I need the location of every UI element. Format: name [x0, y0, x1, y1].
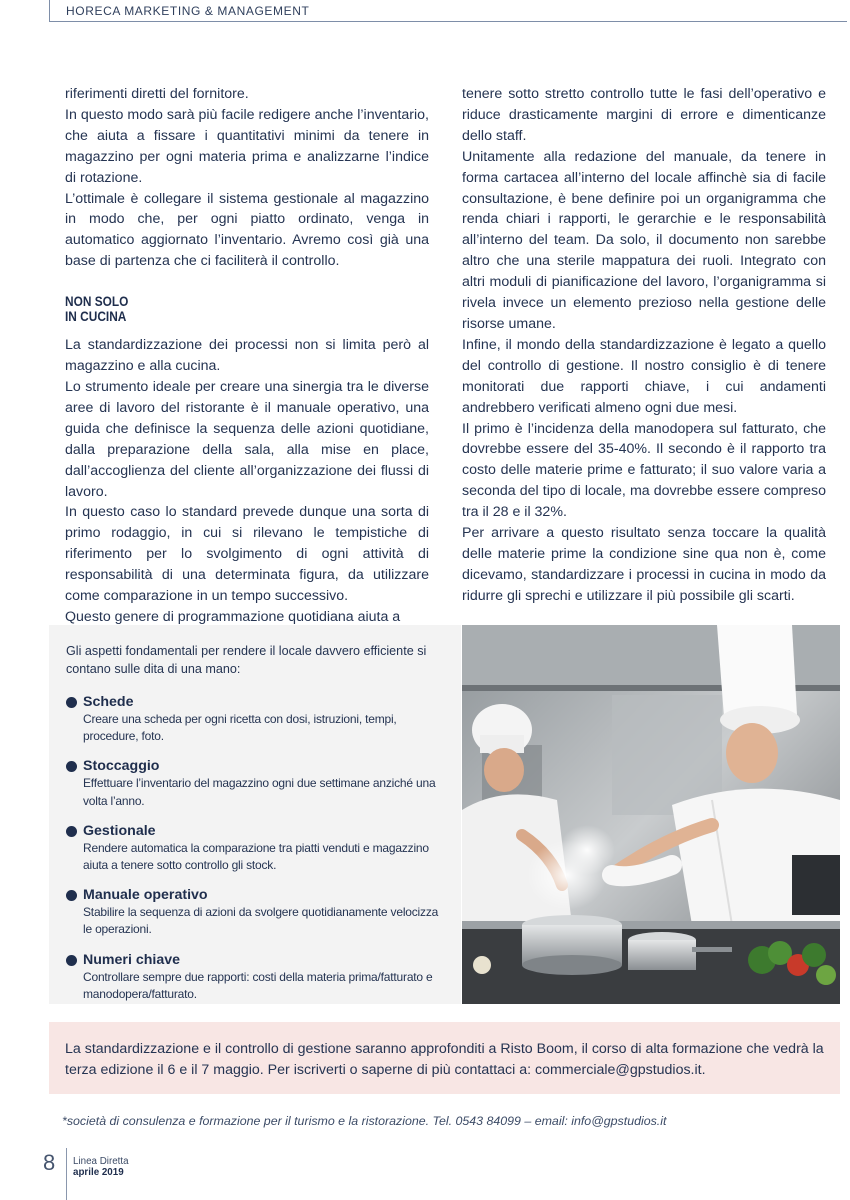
tip-title: Schede — [83, 694, 134, 710]
banner-text: La standardizzazione e il controllo di gestione saranno approfonditi a Risto Boom, il corso di alta formazione che vedrà la terza edizione il 6 e il 7 maggio. Per iscriverti o saperne di più contattaci a: commerciale@gpstudios.it. — [65, 1041, 824, 1078]
section-heading — [65, 294, 385, 324]
tip-title: Stoccaggio — [83, 758, 160, 775]
bullet-icon — [66, 955, 77, 966]
bullet-icon — [66, 761, 77, 772]
tips-intro: Gli aspetti fondamentali per rendere il locale davvero efficiente si contano sulle dita di una mano: — [66, 644, 427, 676]
section-heading-line: NON SOLO — [65, 294, 129, 310]
section-title: HORECA MARKETING & MANAGEMENT — [66, 4, 310, 18]
footnote: *società di consulenza e formazione per il turismo e la ristorazione. Tel. 0543 84099 – email: info@gpstudios.it — [62, 1114, 667, 1128]
section-heading-line: IN CUCINA — [65, 309, 127, 325]
list-item — [66, 757, 441, 809]
page-number: 8 — [43, 1150, 56, 1175]
paragraph: In questo caso lo standard prevede dunque una sorta di primo rodaggio, in cui si rilevano le tempistiche di riferimento per lo svolgimento di ogni attività di responsabilità di una determinata figura, da utilizzare come comparazione in un tempo successivo. — [65, 504, 429, 605]
paragraph: Lo strumento ideale per creare una sinergia tra le diverse aree di lavoro del ristorante è il manuale operativo, una guida che definisce la sequenza delle azioni quotidiane, dalla preparazione della sala, alla mise en place, dall’accoglienza del cliente all’organizzazione dei flussi di lavoro. — [65, 378, 429, 500]
paragraph: In questo modo sarà più facile redigere anche l’inventario, che aiuta a fissare i quantitativi minimi da tenere in magazzino per ogni materia prima e analizzarne l’indice di rotazione. — [65, 106, 429, 186]
tips-box — [49, 625, 461, 1004]
chefs-kitchen-photo — [462, 625, 840, 1004]
course-banner — [49, 1022, 840, 1094]
bullet-icon — [66, 890, 77, 901]
tip-title: Manuale operativo — [83, 887, 208, 904]
tip-description: Creare una scheda per ogni ricetta con dosi, istruzioni, tempi, procedure, foto. — [83, 712, 397, 744]
paragraph: riferimenti diretti del fornitore. — [65, 86, 249, 102]
list-item — [66, 886, 441, 938]
tip-description: Controllare sempre due rapporti: costi della materia prima/fatturato e manodopera/fatturato. — [83, 969, 433, 1001]
header-rule — [49, 0, 50, 22]
paragraph: Infine, il mondo della standardizzazione è legato a quello del controllo di gestione. Il nostro consiglio è di tenere monitorati due rapporti chiave, i cui andamenti andrebbero verificati almeno ogni due mesi. — [462, 336, 826, 416]
article-column-left — [65, 84, 429, 628]
bullet-icon — [66, 826, 77, 837]
issue-date: aprile 2019 — [73, 1167, 124, 1178]
paragraph: Questo genere di programmazione quotidiana aiuta a — [65, 608, 401, 625]
publication-name: Linea Diretta — [73, 1156, 129, 1167]
bullet-icon — [66, 697, 77, 708]
list-item — [66, 951, 441, 1003]
article-column-right — [462, 84, 826, 607]
list-item — [66, 822, 441, 874]
tip-description: Rendere automatica la comparazione tra piatti venduti e magazzino aiuta a tenere sotto controllo gli stock. — [83, 840, 429, 873]
tip-description: Stabilire la sequenza di azioni da svolgere quotidianamente velocizza le operazioni. — [83, 905, 439, 937]
tips-list — [66, 693, 441, 1003]
paragraph: L’ottimale è collegare il sistema gestionale al magazzino in modo che, per ogni piatto ordinato, venga in automatico aggiornato l’inventario. Avremo così già una base di partenza che ci faciliterà il controllo. — [65, 190, 429, 270]
paragraph: tenere sotto stretto controllo tutte le fasi dell’operativo e riduce drasticamente margini di errore e dimenticanze dello staff. — [462, 86, 826, 144]
page-header — [49, 0, 847, 22]
footer-rule — [66, 1148, 67, 1200]
paragraph: Il primo è l’incidenza della manodopera sul fatturato, che dovrebbe essere del 35-40%. Il secondo è il rapporto tra costo delle materie prime e fatturato; il suo valore varia a seconda del tipo di locale, ma dovrebbe essere compreso tra il 28 e il 32%. — [462, 420, 826, 521]
tip-description: Effettuare l’inventario del magazzino ogni due settimane anziché una volta l’anno. — [83, 776, 436, 808]
paragraph: La standardizzazione dei processi non si limita però al magazzino e alla cucina. — [65, 337, 429, 375]
paragraph: Unitamente alla redazione del manuale, da tenere in forma cartacea all’interno del locale affinchè sia di facile consultazione, è bene definire poi un organigramma che renda chiari i rapporti, le gerarchie e le responsabilità all’interno del team. Da solo, il documento non sarebbe altro che una sterile mappatura dei ruoli. Integrato con altri moduli di pianificazione del lavoro, l’organigramma si rivela invece un elemento prezioso nella gestione delle risorse umane. — [462, 148, 826, 332]
tip-title: Numeri chiave — [83, 951, 180, 968]
list-item — [66, 693, 441, 745]
tip-title: Gestionale — [83, 822, 156, 839]
paragraph: Per arrivare a questo risultato senza toccare la qualità delle materie prime la condizione sine qua non è, come dicevamo, standardizzare i processi in cucina in modo da ridurre gli sprechi e utilizzare il più possibile gli scarti. — [462, 525, 826, 604]
